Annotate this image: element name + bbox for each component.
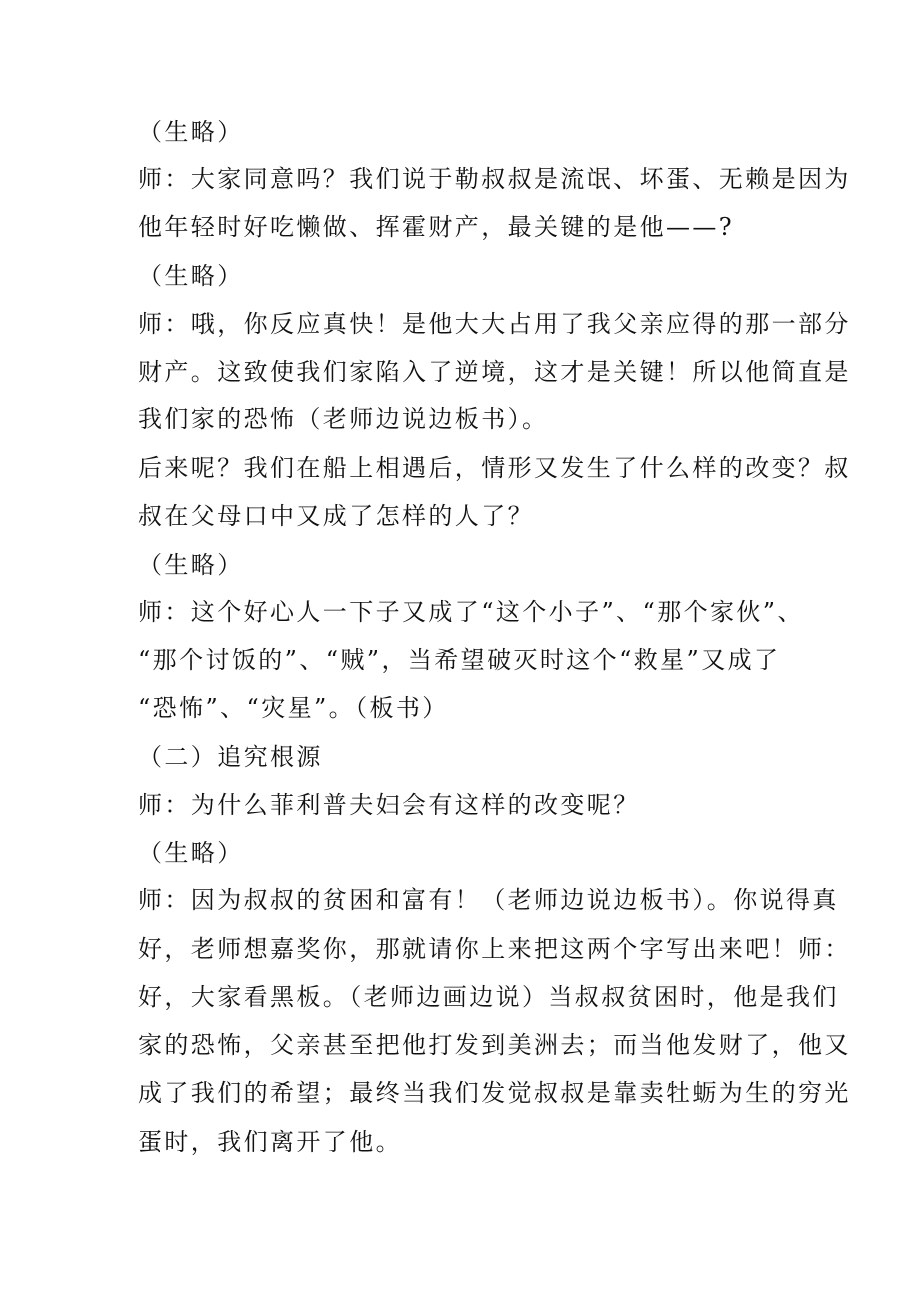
text-line-9: 叔在父母口中又成了怎样的人了？ <box>138 502 534 530</box>
text-line-2: 师：大家同意吗？我们说于勒叔叔是流氓、坏蛋、无赖是因为 <box>138 165 851 193</box>
text-line-16: （生略） <box>138 839 244 867</box>
text-line-22: 蛋时，我们离开了他。 <box>138 1128 402 1156</box>
text-line-21: 成了我们的希望；最终当我们发觉叔叔是靠卖牡蛎为生的穷光 <box>138 1079 851 1107</box>
text-line-12: “那个讨饭的”、“贼”，当希望破灭时这个“救星”又成了 <box>138 646 781 674</box>
text-line-5: 师：哦，你反应真快！是他大大占用了我父亲应得的那一部分 <box>138 310 851 338</box>
text-line-20: 家的恐怖，父亲甚至把他打发到美洲去；而当他发财了，他又 <box>138 1031 851 1059</box>
text-line-7: 我们家的恐怖（老师边说边板书）。 <box>138 405 549 433</box>
text-line-13: “恐怖”、“灾星”。（板书） <box>138 694 449 722</box>
text-line-1: （生略） <box>138 118 244 146</box>
text-line-3: 他年轻时好吃懒做、挥霍财产，最关键的是他——? <box>138 213 735 241</box>
text-line-14: （二）追究根源 <box>138 743 323 771</box>
text-line-6: 财产。这致使我们家陷入了逆境，这才是关键！所以他简直是 <box>138 358 851 386</box>
text-line-18: 好，老师想嘉奖你，那就请你上来把这两个字写出来吧！师： <box>138 935 851 963</box>
text-line-19: 好，大家看黑板。（老师边画边说）当叔叔贫困时，他是我们 <box>138 983 839 1011</box>
text-line-10: （生略） <box>138 551 244 579</box>
text-line-17: 师：因为叔叔的贫困和富有！（老师边说边板书）。你说得真 <box>138 886 839 914</box>
text-line-4: （生略） <box>138 262 244 290</box>
text-line-8: 后来呢？我们在船上相遇后，情形又发生了什么样的改变？叔 <box>138 454 851 482</box>
text-line-15: 师：为什么菲利普夫妇会有这样的改变呢？ <box>138 791 640 819</box>
text-line-11: 师：这个好心人一下子又成了“这个小子”、“那个家伙”、 <box>138 598 804 626</box>
